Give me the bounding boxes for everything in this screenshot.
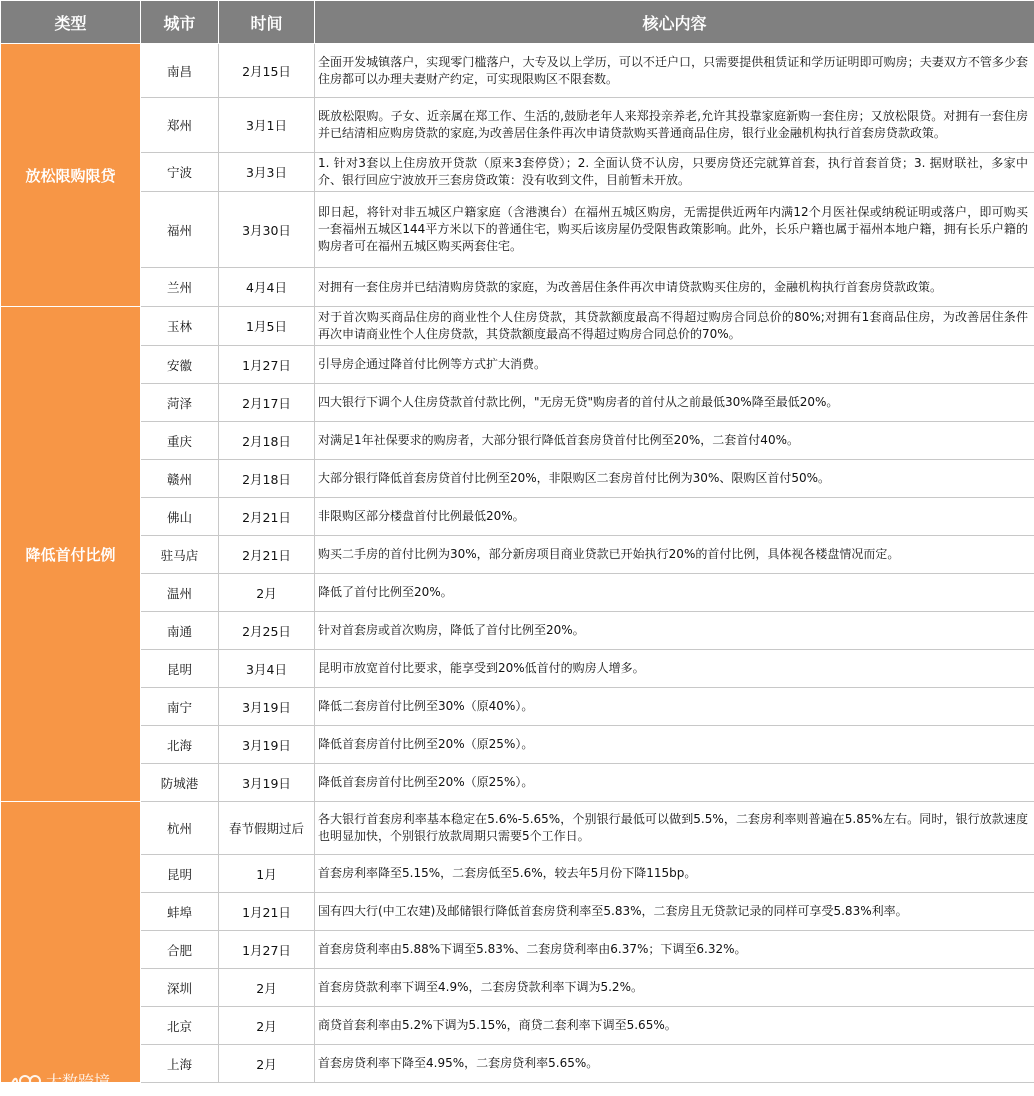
table-row xyxy=(1,346,1034,384)
content-cell: 国有四大行(中工农建)及邮储银行降低首套房贷利率至5.83%，二套房且无贷款记录的同样可享受5.83%利率。 xyxy=(315,893,1034,931)
time-cell: 1月21日 xyxy=(219,893,315,931)
brand-logo-icon xyxy=(8,1070,42,1092)
city-cell: 防城港 xyxy=(141,764,219,802)
content-cell: 引导房企通过降首付比例等方式扩大消费。 xyxy=(315,346,1034,384)
time-cell: 3月19日 xyxy=(219,726,315,764)
city-cell: 合肥 xyxy=(141,931,219,969)
table-row xyxy=(1,1045,1034,1083)
table-body xyxy=(1,44,1034,1083)
city-cell: 北海 xyxy=(141,726,219,764)
watermark-text: 大数跨境 xyxy=(46,1072,111,1091)
content-cell: 昆明市放宽首付比要求，能享受到20%低首付的购房人增多。 xyxy=(315,650,1034,688)
table-row xyxy=(1,153,1034,192)
city-cell: 安徽 xyxy=(141,346,219,384)
content-cell: 降低二套房首付比例至30%（原40%）。 xyxy=(315,688,1034,726)
table-row xyxy=(1,855,1034,893)
time-cell: 2月 xyxy=(219,1007,315,1045)
content-cell: 1. 针对3套以上住房放开贷款（原来3套停贷）；2. 全面认贷不认房，只要房贷还完就算首套，执行首套首贷；3. 据财联社，多家中介、银行回应宁波放开三套房贷政策：没有收到文件，目前暂未开放。 xyxy=(315,153,1034,192)
time-cell: 3月19日 xyxy=(219,764,315,802)
table-row xyxy=(1,422,1034,460)
time-cell: 3月30日 xyxy=(219,192,315,268)
table-row xyxy=(1,192,1034,268)
time-cell: 2月25日 xyxy=(219,612,315,650)
time-cell: 2月21日 xyxy=(219,498,315,536)
time-cell: 1月 xyxy=(219,855,315,893)
city-cell: 玉林 xyxy=(141,307,219,346)
header-type: 类型 xyxy=(1,1,141,44)
table-row xyxy=(1,44,1034,98)
city-cell: 杭州 xyxy=(141,802,219,855)
table-row xyxy=(1,726,1034,764)
header-content: 核心内容 xyxy=(315,1,1034,44)
table-row xyxy=(1,650,1034,688)
table-row xyxy=(1,802,1034,855)
city-cell: 佛山 xyxy=(141,498,219,536)
city-cell: 菏泽 xyxy=(141,384,219,422)
content-cell: 首套房贷款利率下调至4.9%，二套房贷款利率下调为5.2%。 xyxy=(315,969,1034,1007)
content-cell: 对于首次购买商品住房的商业性个人住房贷款，其贷款额度最高不得超过购房合同总价的80%;对拥有1套商品住房，为改善居住条件再次申请商业性个人住房贷款，其贷款额度最高不得超过购房合同总价的70%。 xyxy=(315,307,1034,346)
time-cell: 2月18日 xyxy=(219,422,315,460)
content-cell: 购买二手房的首付比例为30%，部分新房项目商业贷款已开始执行20%的首付比例，具体视各楼盘情况而定。 xyxy=(315,536,1034,574)
time-cell: 3月3日 xyxy=(219,153,315,192)
city-cell: 温州 xyxy=(141,574,219,612)
time-cell: 2月18日 xyxy=(219,460,315,498)
table-row xyxy=(1,268,1034,307)
city-cell: 重庆 xyxy=(141,422,219,460)
content-cell: 首套房利率降至5.15%，二套房低至5.6%，较去年5月份下降115bp。 xyxy=(315,855,1034,893)
city-cell: 郑州 xyxy=(141,98,219,153)
city-cell: 深圳 xyxy=(141,969,219,1007)
time-cell: 2月 xyxy=(219,1045,315,1083)
time-cell: 2月17日 xyxy=(219,384,315,422)
type-cell: 放松限购限贷 xyxy=(1,44,141,307)
header-time: 时间 xyxy=(219,1,315,44)
city-cell: 蚌埠 xyxy=(141,893,219,931)
header-city: 城市 xyxy=(141,1,219,44)
content-cell: 即日起，将针对非五城区户籍家庭（含港澳台）在福州五城区购房，无需提供近两年内满12个月医社保或纳税证明或落户，即可购买一套福州五城区144平方米以下的普通住宅，购买后该房屋仍受限售政策影响。此外，长乐户籍也属于福州本地户籍，拥有长乐户籍的购房者可在福州五城区购买两套住宅。 xyxy=(315,192,1034,268)
content-cell: 各大银行首套房利率基本稳定在5.6%-5.65%，个别银行最低可以做到5.5%，二套房利率则普遍在5.85%左右。同时，银行放款速度也明显加快，个别银行放款周期只需要5个工作日。 xyxy=(315,802,1034,855)
city-cell: 宁波 xyxy=(141,153,219,192)
content-cell: 对满足1年社保要求的购房者，大部分银行降低首套房贷首付比例至20%，二套首付40%。 xyxy=(315,422,1034,460)
table-row xyxy=(1,460,1034,498)
content-cell: 首套房贷利率下降至4.95%，二套房贷利率5.65%。 xyxy=(315,1045,1034,1083)
content-cell: 针对首套房或首次购房，降低了首付比例至20%。 xyxy=(315,612,1034,650)
content-cell: 商贷首套利率由5.2%下调为5.15%，商贷二套利率下调至5.65%。 xyxy=(315,1007,1034,1045)
city-cell: 上海 xyxy=(141,1045,219,1083)
time-cell: 1月27日 xyxy=(219,931,315,969)
content-cell: 降低首套房首付比例至20%（原25%）。 xyxy=(315,726,1034,764)
content-cell: 对拥有一套住房并已结清购房贷款的家庭，为改善居住条件再次申请贷款购买住房的，金融机构执行首套房贷款政策。 xyxy=(315,268,1034,307)
city-cell: 南昌 xyxy=(141,44,219,98)
time-cell: 2月 xyxy=(219,574,315,612)
table-row xyxy=(1,931,1034,969)
city-cell: 北京 xyxy=(141,1007,219,1045)
time-cell: 4月4日 xyxy=(219,268,315,307)
city-cell: 南宁 xyxy=(141,688,219,726)
table-row xyxy=(1,893,1034,931)
table-row xyxy=(1,307,1034,346)
content-cell: 四大银行下调个人住房贷款首付款比例，"无房无贷"购房者的首付从之前最低30%降至最低20%。 xyxy=(315,384,1034,422)
city-cell: 赣州 xyxy=(141,460,219,498)
time-cell: 2月21日 xyxy=(219,536,315,574)
content-cell: 降低了首付比例至20%。 xyxy=(315,574,1034,612)
city-cell: 驻马店 xyxy=(141,536,219,574)
time-cell: 1月5日 xyxy=(219,307,315,346)
table-row xyxy=(1,688,1034,726)
time-cell: 1月27日 xyxy=(219,346,315,384)
table-row xyxy=(1,384,1034,422)
table-row xyxy=(1,574,1034,612)
table-row xyxy=(1,764,1034,802)
table-row xyxy=(1,612,1034,650)
table-header-row xyxy=(1,1,1034,44)
city-cell: 南通 xyxy=(141,612,219,650)
content-cell: 首套房贷利率由5.88%下调至5.83%、二套房贷利率由6.37%；下调至6.32%。 xyxy=(315,931,1034,969)
content-cell: 既放松限购。子女、近亲属在郑工作、生活的,鼓励老年人来郑投亲养老,允许其投靠家庭新购一套住房；又放松限贷。对拥有一套住房并已结清相应购房贷款的家庭,为改善居住条件再次申请贷款购买普通商品住房，银行业金融机构执行首套房贷款政策。 xyxy=(315,98,1034,153)
time-cell: 2月 xyxy=(219,969,315,1007)
city-cell: 昆明 xyxy=(141,650,219,688)
content-cell: 大部分银行降低首套房贷首付比例至20%，非限购区二套房首付比例为30%、限购区首付50%。 xyxy=(315,460,1034,498)
table-row xyxy=(1,536,1034,574)
time-cell: 3月4日 xyxy=(219,650,315,688)
watermark xyxy=(8,1069,110,1092)
time-cell: 春节假期过后 xyxy=(219,802,315,855)
table-row xyxy=(1,1007,1034,1045)
table-row xyxy=(1,498,1034,536)
time-cell: 3月1日 xyxy=(219,98,315,153)
type-cell xyxy=(1,802,141,1083)
time-cell: 3月19日 xyxy=(219,688,315,726)
content-cell: 降低首套房首付比例至20%（原25%）。 xyxy=(315,764,1034,802)
city-cell: 福州 xyxy=(141,192,219,268)
time-cell: 2月15日 xyxy=(219,44,315,98)
table-row xyxy=(1,98,1034,153)
content-cell: 非限购区部分楼盘首付比例最低20%。 xyxy=(315,498,1034,536)
content-cell: 全面开发城镇落户，实现零门槛落户，大专及以上学历，可以不迁户口，只需要提供租赁证和学历证明即可购房；夫妻双方不管多少套住房都可以办理夫妻财产约定，可实现限购区不限套数。 xyxy=(315,44,1034,98)
city-cell: 昆明 xyxy=(141,855,219,893)
type-cell: 降低首付比例 xyxy=(1,307,141,802)
table-row xyxy=(1,969,1034,1007)
city-cell: 兰州 xyxy=(141,268,219,307)
